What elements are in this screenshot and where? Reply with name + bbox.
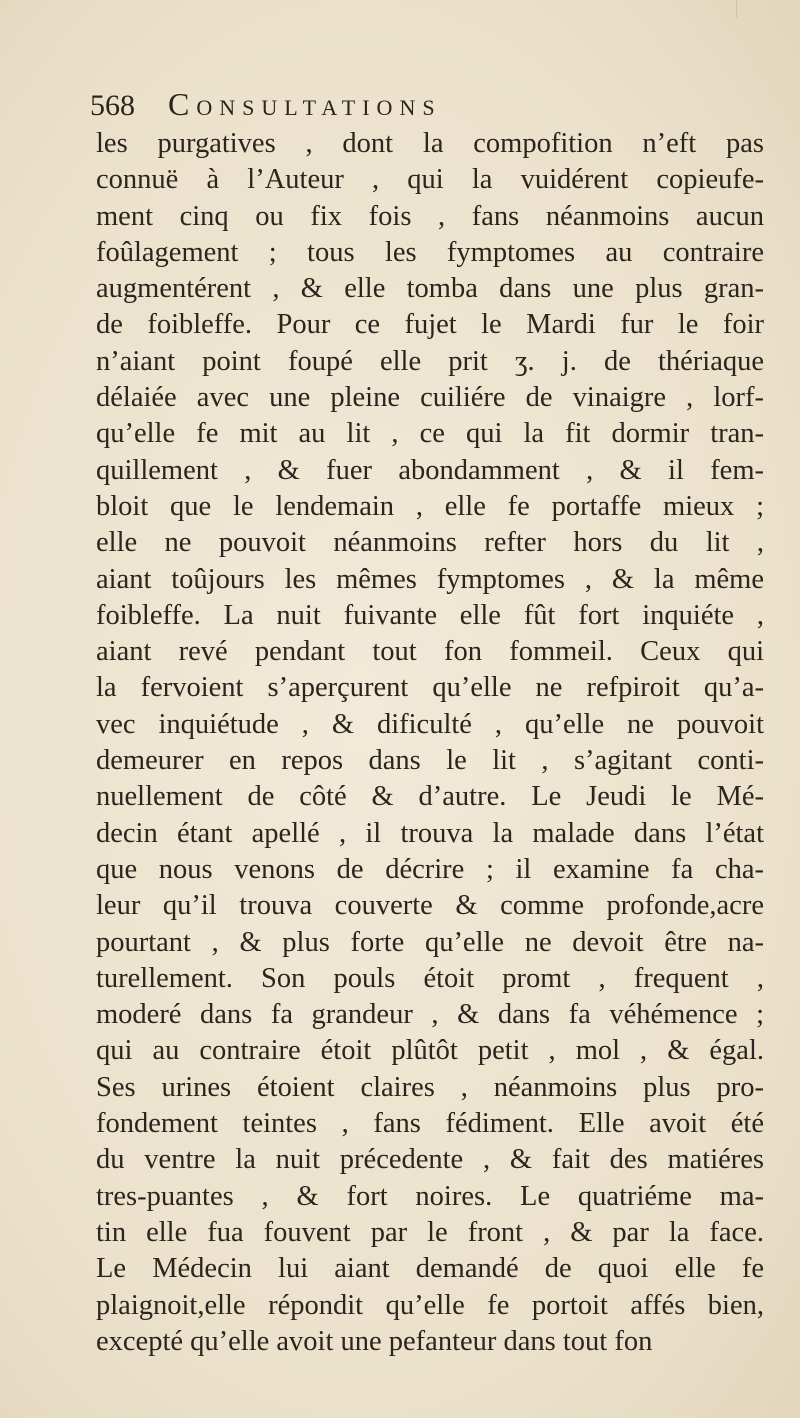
text-line: quillement , & fuer abondamment , & il fem- [96, 454, 764, 486]
text-line: les purgatives , dont la compofition n’eft pas [96, 128, 764, 159]
text-line: tin elle fua fouvent par le front , & par la face. [96, 1216, 764, 1248]
text-line: tres-puantes , & fort noires. Le quatriéme ma- [96, 1180, 764, 1212]
text-line: leur qu’il trouva couverte & comme profonde,acre [96, 890, 764, 922]
text-line: foibleffe. La nuit fuivante elle fût fort inquiéte , [96, 599, 764, 631]
text-line: decin étant apellé , il trouva la malade dans l’état [96, 817, 764, 849]
text-line: elle ne pouvoit néanmoins refter hors du lit , [96, 527, 764, 559]
text-line: n’aiant point foupé elle prit ʒ. j. de thériaque [96, 345, 764, 377]
text-line: fondement teintes , fans fédiment. Elle avoit été [96, 1108, 764, 1140]
text-line: plaignoit,elle répondit qu’elle fe portoit affés bien, [96, 1289, 764, 1321]
text-line: augmentérent , & elle tomba dans une plus gran- [96, 273, 764, 305]
text-line: Ses urines étoient claires , néanmoins plus pro- [96, 1071, 764, 1103]
page-fold-mark [736, 0, 737, 18]
text-line: vec inquiétude , & dificulté , qu’elle ne pouvoit [96, 708, 764, 740]
text-line: Le Médecin lui aiant demandé de quoi elle fe [96, 1253, 764, 1285]
page-number: 568 [90, 89, 135, 122]
text-line: pourtant , & plus forte qu’elle ne devoit être na- [96, 926, 764, 958]
text-line: ment cinq ou fix fois , fans néanmoins aucun [96, 200, 764, 232]
text-line: du ventre la nuit précedente , & fait des matiéres [96, 1144, 764, 1176]
text-line: aiant toûjours les mêmes fymptomes , & la même [96, 563, 764, 595]
text-line: demeurer en repos dans le lit , s’agitant conti- [96, 745, 764, 777]
text-line: nuellement de côté & d’autre. Le Jeudi le Mé- [96, 781, 764, 813]
text-line: foûlagement ; tous les fymptomes au contraire [96, 236, 764, 268]
text-line: moderé dans fa grandeur , & dans fa véhémence ; [96, 999, 764, 1031]
text-line: qui au contraire étoit plûtôt petit , mol , & égal. [96, 1035, 764, 1067]
body-text [96, 126, 764, 1360]
running-title: Consultations [168, 86, 442, 122]
text-line: turellement. Son pouls étoit promt , frequent , [96, 962, 764, 994]
text-line: que nous venons de décrire ; il examine fa cha- [96, 853, 764, 885]
text-line: bloit que le lendemain , elle fe portaffe mieux ; [96, 490, 764, 522]
text-line: délaiée avec une pleine cuiliére de vinaigre , lorf- [96, 382, 764, 414]
page-header [90, 86, 750, 123]
text-line: qu’elle fe mit au lit , ce qui la fit dormir tran- [96, 418, 764, 450]
text-line: connuë à l’Auteur , qui la vuidérent copieufe- [96, 164, 764, 196]
text-line: la fervoient s’aperçurent qu’elle ne refpiroit qu’a- [96, 672, 764, 704]
text-line: aiant revé pendant tout fon fommeil. Ceux qui [96, 636, 764, 668]
text-line: de foibleffe. Pour ce fujet le Mardi fur le foir [96, 309, 764, 341]
text-line: excepté qu’elle avoit une pefanteur dans tout fon [96, 1325, 653, 1357]
